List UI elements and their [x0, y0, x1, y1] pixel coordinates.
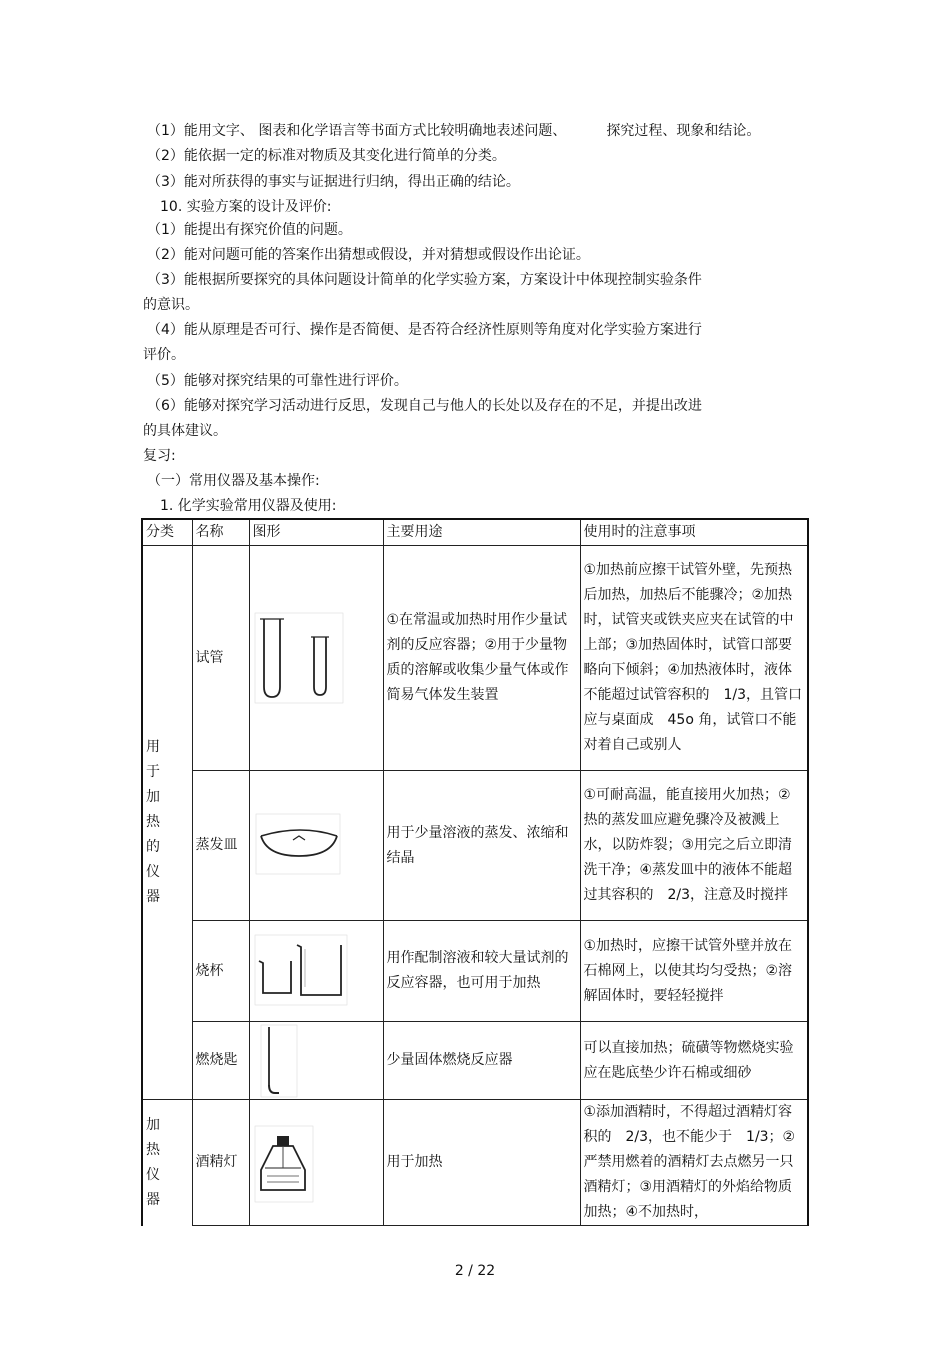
text-line-2: （2）能依据一定的标准对物质及其变化进行简单的分类。: [147, 148, 506, 164]
table-row: [142, 771, 808, 921]
text-line-3: （3）能对所获得的事实与证据进行归纳，得出正确的结论。: [147, 174, 520, 190]
table-row: [142, 1022, 808, 1100]
apparatus-name: 酒精灯: [192, 1100, 249, 1226]
table-header-row: [142, 519, 808, 546]
text-line-5: （1）能提出有探究价值的问题。: [147, 222, 352, 238]
combustion-spoon-icon: [253, 1023, 383, 1099]
apparatus-table: [141, 518, 809, 1226]
table-row: [142, 1100, 808, 1226]
apparatus-notes: 可以直接加热；硫磺等物燃烧实验应在匙底垫少许石棉或细砂: [580, 1022, 808, 1100]
page-number: 2 / 22: [454, 1263, 496, 1279]
apparatus-figure: [249, 1022, 383, 1100]
apparatus-name: 烧杯: [192, 921, 249, 1022]
apparatus-figure: [249, 546, 383, 771]
table-caption: 1. 化学实验常用仪器及使用:: [160, 498, 337, 514]
apparatus-notes: ①加热时，应擦干试管外壁并放在石棉网上，以使其均匀受热；②溶解固体时，要轻轻搅拌: [580, 921, 808, 1022]
category-heating-instruments: [142, 546, 192, 1100]
header-use: 主要用途: [383, 519, 580, 546]
apparatus-figure: [249, 1100, 383, 1226]
text-line-11: （5）能够对探究结果的可靠性进行评价。: [147, 373, 408, 389]
header-name: 名称: [192, 519, 249, 546]
text-line-1b: 探究过程、现象和结论。: [606, 123, 761, 139]
apparatus-figure: [249, 921, 383, 1022]
header-notes: 使用时的注意事项: [580, 519, 808, 546]
apparatus-use: 少量固体燃烧反应器: [383, 1022, 580, 1100]
section-heading-10: 10. 实验方案的设计及评价:: [160, 199, 332, 215]
review-heading: 复习:: [143, 448, 176, 464]
table-row: [142, 546, 808, 771]
text-line-12: （6）能够对探究学习活动进行反思，发现自己与他人的长处以及存在的不足，并提出改进: [147, 398, 702, 414]
evaporating-dish-icon: [253, 806, 383, 886]
category-label: 用于加热的仪器: [146, 739, 160, 905]
section-heading-instruments: （一）常用仪器及基本操作:: [147, 473, 320, 489]
category-label: 加热仪器: [146, 1116, 160, 1208]
text-line-1a: （1）能用文字、 图表和化学语言等书面方式比较明确地表述问题、: [147, 123, 567, 139]
alcohol-lamp-icon: [253, 1118, 383, 1208]
apparatus-use: ①在常温或加热时用作少量试剂的反应容器；②用于少量物质的溶解或收集少量气体或作简易气体发生装置: [383, 546, 580, 771]
text-line-13: 的具体建议。: [143, 423, 227, 439]
test-tube-icon: [253, 603, 383, 713]
header-category: 分类: [142, 519, 192, 546]
text-line-6: （2）能对问题可能的答案作出猜想或假设，并对猜想或假设作出论证。: [147, 247, 590, 263]
beaker-icon: [253, 931, 383, 1011]
apparatus-figure: [249, 771, 383, 921]
text-line-8: 的意识。: [143, 297, 199, 313]
apparatus-name: 蒸发皿: [192, 771, 249, 921]
text-line-10: 评价。: [143, 347, 185, 363]
apparatus-use: 用作配制溶液和较大量试剂的反应容器，也可用于加热: [383, 921, 580, 1022]
text-line-7: （3）能根据所要探究的具体问题设计简单的化学实验方案，方案设计中体现控制实验条件: [147, 272, 702, 288]
apparatus-notes: ①可耐高温，能直接用火加热；②热的蒸发皿应避免骤冷及被溅上水，以防炸裂；③用完之后立即清洗干净；④蒸发皿中的液体不能超过其容积的 2/3，注意及时搅拌: [580, 771, 808, 921]
table-row: [142, 921, 808, 1022]
apparatus-name: 燃烧匙: [192, 1022, 249, 1100]
apparatus-use: 用于少量溶液的蒸发、浓缩和结晶: [383, 771, 580, 921]
text-line-1: [147, 122, 760, 140]
apparatus-name: 试管: [192, 546, 249, 771]
apparatus-use: 用于加热: [383, 1100, 580, 1226]
category-heating-instrument: [142, 1100, 192, 1226]
apparatus-notes: ①添加酒精时，不得超过酒精灯容积的 2/3，也不能少于 1/3；②严禁用燃着的酒精灯去点燃另一只酒精灯；③用酒精灯的外焰给物质加热；④不加热时，: [580, 1100, 808, 1226]
apparatus-notes: ①加热前应擦干试管外壁，先预热后加热，加热后不能骤冷；②加热时，试管夹或铁夹应夹在试管的中上部；③加热固体时，试管口部要略向下倾斜；④加热液体时，液体不能超过试管容积的 1/3，且管口应与桌面成 45o 角，试管口不能对着自己或别人: [580, 546, 808, 771]
header-figure: 图形: [249, 519, 383, 546]
text-line-9: （4）能从原理是否可行、操作是否简便、是否符合经济性原则等角度对化学实验方案进行: [147, 322, 702, 338]
